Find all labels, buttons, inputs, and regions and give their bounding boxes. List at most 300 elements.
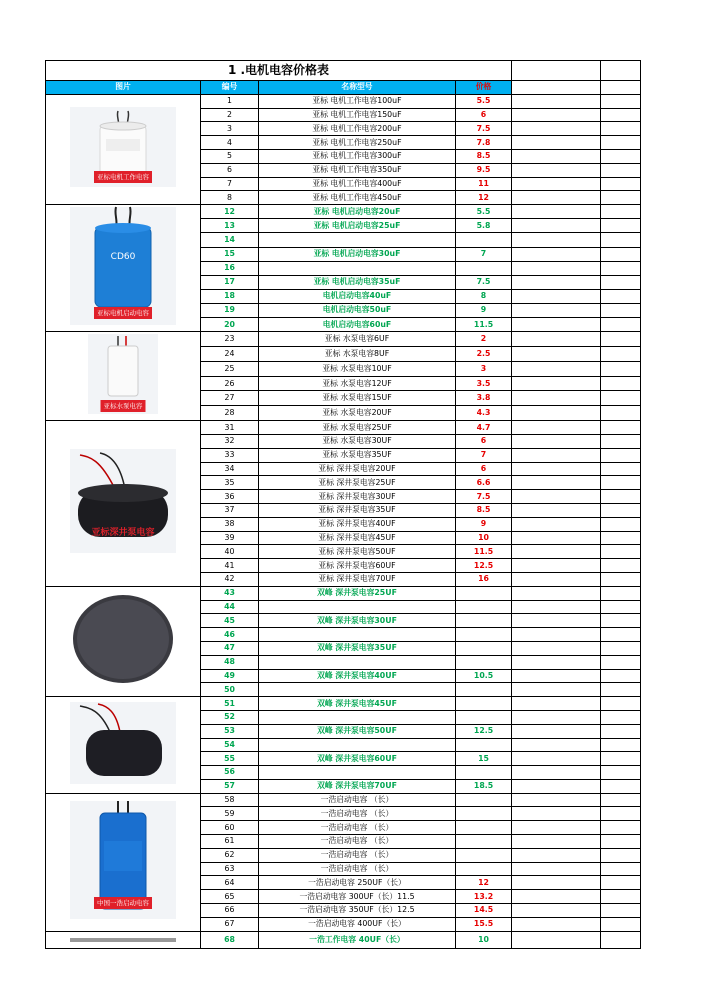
row-number[interactable]: 18 (201, 289, 259, 303)
row-number[interactable]: 15 (201, 247, 259, 261)
row-number[interactable]: 34 (201, 462, 259, 476)
empty-cell[interactable] (601, 917, 641, 931)
row-number[interactable]: 31 (201, 421, 259, 435)
empty-cell[interactable] (512, 793, 601, 807)
row-number[interactable]: 7 (201, 177, 259, 191)
empty-cell[interactable] (512, 136, 601, 150)
row-price[interactable]: 2.5 (456, 347, 512, 362)
empty-cell[interactable] (601, 586, 641, 600)
empty-cell[interactable] (512, 205, 601, 219)
row-name[interactable]: 一浩启动电容 （长） (259, 807, 456, 821)
row-name[interactable]: 亚标 深井泵电容70UF (259, 572, 456, 586)
row-number[interactable]: 8 (201, 191, 259, 205)
empty-cell[interactable] (512, 628, 601, 642)
row-name[interactable] (259, 261, 456, 275)
row-price[interactable]: 10 (456, 931, 512, 949)
row-number[interactable]: 19 (201, 303, 259, 317)
empty-cell[interactable] (512, 94, 601, 108)
row-number[interactable]: 67 (201, 917, 259, 931)
empty-cell[interactable] (601, 462, 641, 476)
row-name[interactable]: 双峰 深井泵电容45UF (259, 697, 456, 711)
empty-cell[interactable] (601, 233, 641, 247)
empty-cell[interactable] (512, 332, 601, 347)
row-number[interactable]: 32 (201, 434, 259, 448)
empty-cell[interactable] (512, 261, 601, 275)
row-name[interactable]: 亚标 深井泵电容30UF (259, 490, 456, 504)
row-number[interactable]: 62 (201, 848, 259, 862)
row-number[interactable]: 49 (201, 669, 259, 683)
empty-cell[interactable] (512, 683, 601, 697)
row-price[interactable]: 16 (456, 572, 512, 586)
row-number[interactable]: 14 (201, 233, 259, 247)
row-name[interactable]: 双峰 深井泵电容25UF (259, 586, 456, 600)
empty-cell[interactable] (512, 697, 601, 711)
row-price[interactable]: 8.5 (456, 149, 512, 163)
row-number[interactable]: 52 (201, 710, 259, 724)
empty-cell[interactable] (512, 406, 601, 421)
row-price[interactable] (456, 628, 512, 642)
row-number[interactable]: 53 (201, 724, 259, 738)
empty-cell[interactable] (512, 233, 601, 247)
row-price[interactable]: 13.2 (456, 890, 512, 904)
row-price[interactable]: 5.5 (456, 205, 512, 219)
row-number[interactable]: 68 (201, 931, 259, 949)
empty-cell[interactable] (601, 177, 641, 191)
empty-cell[interactable] (601, 848, 641, 862)
empty-cell[interactable] (512, 517, 601, 531)
row-price[interactable]: 11 (456, 177, 512, 191)
row-price[interactable]: 4.7 (456, 421, 512, 435)
empty-cell[interactable] (512, 821, 601, 835)
empty-cell[interactable] (512, 779, 601, 793)
empty-cell[interactable] (601, 347, 641, 362)
row-name[interactable]: 双峰 深井泵电容35UF (259, 641, 456, 655)
row-name[interactable]: 亚标 水泵电容15UF (259, 391, 456, 406)
empty-cell[interactable] (512, 122, 601, 136)
empty-cell[interactable] (512, 752, 601, 766)
row-name[interactable]: 一浩启动电容 350UF（长）12.5 (259, 904, 456, 918)
row-name[interactable]: 一浩启动电容 （长） (259, 821, 456, 835)
row-number[interactable]: 6 (201, 163, 259, 177)
empty-cell[interactable] (601, 476, 641, 490)
row-number[interactable]: 38 (201, 517, 259, 531)
row-name[interactable]: 亚标 水泵电容30UF (259, 434, 456, 448)
empty-cell[interactable] (512, 421, 601, 435)
row-price[interactable]: 12 (456, 876, 512, 890)
row-price[interactable]: 5.5 (456, 94, 512, 108)
row-name[interactable] (259, 655, 456, 669)
row-price[interactable]: 6 (456, 434, 512, 448)
row-name[interactable]: 电机启动电容50uF (259, 303, 456, 317)
row-number[interactable]: 26 (201, 376, 259, 391)
row-price[interactable]: 9.5 (456, 163, 512, 177)
empty-cell[interactable] (601, 683, 641, 697)
row-name[interactable]: 一浩启动电容 250UF（长） (259, 876, 456, 890)
row-name[interactable]: 一浩启动电容 400UF（长） (259, 917, 456, 931)
row-number[interactable]: 3 (201, 122, 259, 136)
row-number[interactable]: 51 (201, 697, 259, 711)
row-name[interactable]: 一浩启动电容 （长） (259, 793, 456, 807)
empty-cell[interactable] (601, 807, 641, 821)
row-number[interactable]: 5 (201, 149, 259, 163)
row-number[interactable]: 20 (201, 318, 259, 332)
empty-cell[interactable] (512, 572, 601, 586)
empty-cell[interactable] (512, 862, 601, 876)
row-name[interactable]: 一浩启动电容 （长） (259, 848, 456, 862)
row-price[interactable] (456, 766, 512, 780)
row-name[interactable]: 亚标 电机工作电容450uF (259, 191, 456, 205)
empty-cell[interactable] (512, 376, 601, 391)
row-price[interactable]: 8.5 (456, 503, 512, 517)
row-name[interactable]: 亚标 水泵电容10UF (259, 361, 456, 376)
row-number[interactable]: 54 (201, 738, 259, 752)
row-name[interactable]: 双峰 深井泵电容60UF (259, 752, 456, 766)
row-name[interactable]: 亚标 电机启动电容30uF (259, 247, 456, 261)
empty-cell[interactable] (512, 531, 601, 545)
row-number[interactable]: 16 (201, 261, 259, 275)
empty-cell[interactable] (512, 807, 601, 821)
empty-cell[interactable] (512, 503, 601, 517)
row-name[interactable] (259, 710, 456, 724)
empty-cell[interactable] (601, 406, 641, 421)
empty-cell[interactable] (512, 738, 601, 752)
row-price[interactable]: 14.5 (456, 904, 512, 918)
empty-cell[interactable] (512, 655, 601, 669)
row-name[interactable]: 一浩启动电容 （长） (259, 862, 456, 876)
row-name[interactable]: 亚标 水泵电容12UF (259, 376, 456, 391)
row-number[interactable]: 1 (201, 94, 259, 108)
empty-cell[interactable] (512, 559, 601, 573)
row-name[interactable]: 亚标 深井泵电容35UF (259, 503, 456, 517)
row-number[interactable]: 57 (201, 779, 259, 793)
row-price[interactable] (456, 655, 512, 669)
row-number[interactable]: 24 (201, 347, 259, 362)
row-name[interactable]: 亚标 深井泵电容40UF (259, 517, 456, 531)
row-price[interactable]: 12.5 (456, 724, 512, 738)
empty-cell[interactable] (512, 476, 601, 490)
row-price[interactable] (456, 821, 512, 835)
row-number[interactable]: 61 (201, 835, 259, 849)
row-price[interactable]: 15.5 (456, 917, 512, 931)
empty-cell[interactable] (601, 641, 641, 655)
empty-cell[interactable] (512, 917, 601, 931)
row-number[interactable]: 35 (201, 476, 259, 490)
row-name[interactable]: 亚标 电机工作电容400uF (259, 177, 456, 191)
empty-cell[interactable] (601, 876, 641, 890)
row-price[interactable]: 9 (456, 517, 512, 531)
row-number[interactable]: 36 (201, 490, 259, 504)
row-name[interactable] (259, 683, 456, 697)
empty-cell[interactable] (601, 434, 641, 448)
row-name[interactable] (259, 600, 456, 614)
empty-cell[interactable] (512, 247, 601, 261)
empty-cell[interactable] (601, 752, 641, 766)
empty-cell[interactable] (601, 421, 641, 435)
row-price[interactable] (456, 710, 512, 724)
row-number[interactable]: 2 (201, 108, 259, 122)
empty-cell[interactable] (512, 347, 601, 362)
empty-cell[interactable] (512, 614, 601, 628)
empty-cell[interactable] (601, 821, 641, 835)
row-number[interactable]: 50 (201, 683, 259, 697)
empty-cell[interactable] (601, 738, 641, 752)
empty-cell[interactable] (601, 531, 641, 545)
row-number[interactable]: 40 (201, 545, 259, 559)
row-name[interactable]: 亚标 深井泵电容50UF (259, 545, 456, 559)
row-number[interactable]: 43 (201, 586, 259, 600)
row-name[interactable]: 亚标 电机工作电容100uF (259, 94, 456, 108)
empty-cell[interactable] (512, 710, 601, 724)
row-price[interactable] (456, 641, 512, 655)
row-price[interactable] (456, 600, 512, 614)
row-name[interactable]: 双峰 深井泵电容30UF (259, 614, 456, 628)
row-number[interactable]: 25 (201, 361, 259, 376)
row-number[interactable]: 37 (201, 503, 259, 517)
empty-cell[interactable] (601, 149, 641, 163)
empty-cell[interactable] (601, 81, 641, 95)
row-name[interactable]: 亚标 水泵电容35UF (259, 448, 456, 462)
row-price[interactable]: 10.5 (456, 669, 512, 683)
empty-cell[interactable] (601, 332, 641, 347)
row-number[interactable]: 39 (201, 531, 259, 545)
empty-cell[interactable] (512, 490, 601, 504)
row-number[interactable]: 45 (201, 614, 259, 628)
empty-cell[interactable] (512, 434, 601, 448)
empty-cell[interactable] (512, 848, 601, 862)
row-price[interactable]: 18.5 (456, 779, 512, 793)
row-name[interactable]: 双峰 深井泵电容40UF (259, 669, 456, 683)
row-number[interactable]: 48 (201, 655, 259, 669)
row-name[interactable]: 亚标 深井泵电容25UF (259, 476, 456, 490)
empty-cell[interactable] (601, 779, 641, 793)
row-name[interactable]: 亚标 水泵电容25UF (259, 421, 456, 435)
row-name[interactable]: 亚标 水泵电容6UF (259, 332, 456, 347)
row-name[interactable]: 亚标 电机工作电容350uF (259, 163, 456, 177)
empty-cell[interactable] (601, 710, 641, 724)
row-price[interactable] (456, 738, 512, 752)
row-number[interactable]: 64 (201, 876, 259, 890)
row-name[interactable]: 亚标 电机启动电容20uF (259, 205, 456, 219)
row-number[interactable]: 27 (201, 391, 259, 406)
empty-cell[interactable] (512, 462, 601, 476)
empty-cell[interactable] (512, 149, 601, 163)
row-name[interactable]: 亚标 水泵电容20UF (259, 406, 456, 421)
row-price[interactable] (456, 862, 512, 876)
row-price[interactable]: 6.6 (456, 476, 512, 490)
empty-cell[interactable] (601, 376, 641, 391)
row-price[interactable]: 10 (456, 531, 512, 545)
empty-cell[interactable] (512, 766, 601, 780)
row-price[interactable] (456, 835, 512, 849)
empty-cell[interactable] (601, 628, 641, 642)
empty-cell[interactable] (512, 361, 601, 376)
empty-cell[interactable] (601, 766, 641, 780)
empty-cell[interactable] (601, 559, 641, 573)
row-price[interactable]: 7 (456, 247, 512, 261)
row-number[interactable]: 33 (201, 448, 259, 462)
row-name[interactable]: 电机启动电容60uF (259, 318, 456, 332)
empty-cell[interactable] (512, 191, 601, 205)
row-price[interactable]: 7 (456, 448, 512, 462)
row-price[interactable] (456, 261, 512, 275)
row-price[interactable]: 2 (456, 332, 512, 347)
row-price[interactable]: 7.5 (456, 275, 512, 289)
row-price[interactable] (456, 807, 512, 821)
empty-cell[interactable] (512, 275, 601, 289)
row-price[interactable] (456, 848, 512, 862)
row-price[interactable]: 4.3 (456, 406, 512, 421)
row-number[interactable]: 28 (201, 406, 259, 421)
empty-cell[interactable] (601, 655, 641, 669)
empty-cell[interactable] (512, 835, 601, 849)
row-price[interactable]: 12 (456, 191, 512, 205)
row-name[interactable]: 亚标 电机工作电容250uF (259, 136, 456, 150)
row-price[interactable]: 11.5 (456, 318, 512, 332)
row-name[interactable]: 一浩启动电容 300UF（长）11.5 (259, 890, 456, 904)
row-name[interactable]: 亚标 电机启动电容35uF (259, 275, 456, 289)
empty-cell[interactable] (512, 163, 601, 177)
empty-cell[interactable] (601, 289, 641, 303)
empty-cell[interactable] (512, 177, 601, 191)
row-name[interactable]: 亚标 深井泵电容60UF (259, 559, 456, 573)
row-name[interactable] (259, 766, 456, 780)
row-number[interactable]: 13 (201, 219, 259, 233)
row-price[interactable]: 15 (456, 752, 512, 766)
empty-cell[interactable] (601, 614, 641, 628)
row-price[interactable]: 7.5 (456, 122, 512, 136)
row-price[interactable]: 3 (456, 361, 512, 376)
row-name[interactable]: 亚标 深井泵电容20UF (259, 462, 456, 476)
empty-cell[interactable] (601, 572, 641, 586)
row-number[interactable]: 47 (201, 641, 259, 655)
empty-cell[interactable] (512, 448, 601, 462)
row-price[interactable] (456, 586, 512, 600)
empty-cell[interactable] (512, 586, 601, 600)
empty-cell[interactable] (601, 517, 641, 531)
row-price[interactable] (456, 614, 512, 628)
row-price[interactable]: 6 (456, 108, 512, 122)
row-name[interactable]: 亚标 深井泵电容45UF (259, 531, 456, 545)
row-name[interactable] (259, 233, 456, 247)
empty-cell[interactable] (601, 122, 641, 136)
row-name[interactable]: 一浩启动电容 （长） (259, 835, 456, 849)
row-number[interactable]: 44 (201, 600, 259, 614)
row-number[interactable]: 58 (201, 793, 259, 807)
empty-cell[interactable] (512, 890, 601, 904)
row-number[interactable]: 60 (201, 821, 259, 835)
empty-cell[interactable] (512, 600, 601, 614)
row-price[interactable]: 3.8 (456, 391, 512, 406)
row-number[interactable]: 65 (201, 890, 259, 904)
empty-cell[interactable] (601, 503, 641, 517)
row-number[interactable]: 23 (201, 332, 259, 347)
empty-cell[interactable] (512, 219, 601, 233)
empty-cell[interactable] (601, 862, 641, 876)
row-number[interactable]: 56 (201, 766, 259, 780)
row-name[interactable]: 亚标 电机工作电容300uF (259, 149, 456, 163)
row-price[interactable] (456, 233, 512, 247)
empty-cell[interactable] (601, 669, 641, 683)
row-number[interactable]: 41 (201, 559, 259, 573)
empty-cell[interactable] (512, 108, 601, 122)
empty-cell[interactable] (512, 289, 601, 303)
row-name[interactable]: 亚标 电机工作电容200uF (259, 122, 456, 136)
row-name[interactable]: 电机启动电容40uF (259, 289, 456, 303)
empty-cell[interactable] (512, 81, 601, 95)
empty-cell[interactable] (601, 361, 641, 376)
row-number[interactable]: 46 (201, 628, 259, 642)
empty-cell[interactable] (512, 724, 601, 738)
empty-cell[interactable] (601, 61, 641, 81)
empty-cell[interactable] (512, 318, 601, 332)
row-price[interactable]: 12.5 (456, 559, 512, 573)
empty-cell[interactable] (512, 641, 601, 655)
empty-cell[interactable] (512, 391, 601, 406)
row-name[interactable]: 亚标 水泵电容8UF (259, 347, 456, 362)
row-price[interactable]: 6 (456, 462, 512, 476)
empty-cell[interactable] (601, 136, 641, 150)
row-price[interactable]: 7.5 (456, 490, 512, 504)
row-number[interactable]: 55 (201, 752, 259, 766)
empty-cell[interactable] (601, 931, 641, 949)
row-number[interactable]: 66 (201, 904, 259, 918)
row-name[interactable]: 双峰 深井泵电容70UF (259, 779, 456, 793)
row-number[interactable]: 59 (201, 807, 259, 821)
empty-cell[interactable] (512, 61, 601, 81)
row-price[interactable]: 5.8 (456, 219, 512, 233)
empty-cell[interactable] (601, 318, 641, 332)
row-price[interactable] (456, 697, 512, 711)
empty-cell[interactable] (512, 876, 601, 890)
empty-cell[interactable] (601, 247, 641, 261)
row-name[interactable]: 一浩工作电容 40UF（长） (259, 931, 456, 949)
empty-cell[interactable] (601, 163, 641, 177)
empty-cell[interactable] (601, 219, 641, 233)
empty-cell[interactable] (601, 545, 641, 559)
row-price[interactable] (456, 683, 512, 697)
empty-cell[interactable] (512, 303, 601, 317)
row-name[interactable]: 双峰 深井泵电容50UF (259, 724, 456, 738)
row-name[interactable] (259, 738, 456, 752)
row-number[interactable]: 42 (201, 572, 259, 586)
empty-cell[interactable] (601, 391, 641, 406)
row-number[interactable]: 63 (201, 862, 259, 876)
empty-cell[interactable] (601, 205, 641, 219)
empty-cell[interactable] (601, 275, 641, 289)
row-name[interactable]: 亚标 电机工作电容150uF (259, 108, 456, 122)
empty-cell[interactable] (601, 94, 641, 108)
row-price[interactable]: 3.5 (456, 376, 512, 391)
empty-cell[interactable] (601, 835, 641, 849)
empty-cell[interactable] (601, 793, 641, 807)
empty-cell[interactable] (512, 904, 601, 918)
empty-cell[interactable] (601, 490, 641, 504)
empty-cell[interactable] (601, 697, 641, 711)
empty-cell[interactable] (512, 669, 601, 683)
empty-cell[interactable] (601, 191, 641, 205)
empty-cell[interactable] (601, 108, 641, 122)
empty-cell[interactable] (601, 448, 641, 462)
row-name[interactable] (259, 628, 456, 642)
empty-cell[interactable] (601, 724, 641, 738)
empty-cell[interactable] (601, 904, 641, 918)
row-name[interactable]: 亚标 电机启动电容25uF (259, 219, 456, 233)
row-number[interactable]: 12 (201, 205, 259, 219)
empty-cell[interactable] (601, 600, 641, 614)
empty-cell[interactable] (601, 261, 641, 275)
row-price[interactable]: 7.8 (456, 136, 512, 150)
row-price[interactable]: 9 (456, 303, 512, 317)
